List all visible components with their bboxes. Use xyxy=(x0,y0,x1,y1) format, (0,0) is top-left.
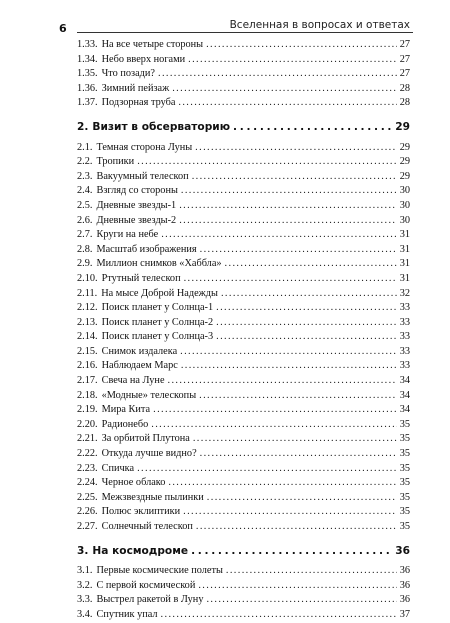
entry-page: 31 xyxy=(399,272,410,284)
entry-title: «Модные» телескопы xyxy=(101,389,197,401)
entry-number: 2.12. xyxy=(77,302,98,314)
toc-entry[interactable] xyxy=(77,520,410,535)
toc-entry[interactable] xyxy=(77,214,410,229)
dot-leader xyxy=(179,199,397,214)
entry-number: 2.8. xyxy=(77,243,93,255)
entry-title: Дневные звезды-1 xyxy=(96,199,177,211)
entry-number: 3.2. xyxy=(77,579,93,591)
entry-page: 35 xyxy=(399,462,410,474)
entry-number: 1.35. xyxy=(77,68,98,80)
toc-entry[interactable] xyxy=(77,184,410,199)
chapter-heading-3[interactable] xyxy=(77,544,410,559)
toc-entry[interactable] xyxy=(77,67,410,82)
entry-number: 2.10. xyxy=(77,272,98,284)
entry-page: 33 xyxy=(399,331,410,343)
dot-leader xyxy=(179,214,397,229)
entry-number: 2.7. xyxy=(77,229,93,241)
dot-leader xyxy=(168,374,397,389)
entry-page: 31 xyxy=(399,258,410,270)
entry-title: Вакуумный телескоп xyxy=(96,170,189,182)
entry-page: 35 xyxy=(399,433,410,445)
chapter-page: 36 xyxy=(395,544,410,557)
toc-entry[interactable] xyxy=(77,462,410,477)
entry-number: 3.4. xyxy=(77,608,93,620)
entry-page: 36 xyxy=(399,565,410,577)
entry-page: 28 xyxy=(399,97,410,109)
entry-number: 2.2. xyxy=(77,156,93,168)
dot-leader xyxy=(191,544,392,559)
entry-page: 37 xyxy=(399,608,410,620)
toc-entry[interactable] xyxy=(77,608,410,623)
toc-entry[interactable] xyxy=(77,287,410,302)
toc-entry[interactable] xyxy=(77,301,410,316)
dot-leader xyxy=(199,389,397,404)
entry-page: 34 xyxy=(399,404,410,416)
entry-page: 32 xyxy=(399,287,410,299)
entry-title: Темная сторона Луны xyxy=(96,141,193,153)
toc-entry[interactable] xyxy=(77,316,410,331)
entry-page: 36 xyxy=(399,594,410,606)
chapter-number: 2. xyxy=(77,120,89,133)
entry-page: 33 xyxy=(399,316,410,328)
toc-entry[interactable] xyxy=(77,96,410,111)
dot-leader xyxy=(206,38,397,53)
entry-number: 2.13. xyxy=(77,316,98,328)
chapter-heading-2[interactable] xyxy=(77,120,410,135)
entry-number: 3.1. xyxy=(77,565,93,577)
dot-leader xyxy=(181,359,397,374)
dot-leader xyxy=(195,141,397,156)
toc-entry[interactable] xyxy=(77,330,410,345)
toc-entry[interactable] xyxy=(77,272,410,287)
entry-title: Спутник упал xyxy=(96,608,158,620)
entry-page: 35 xyxy=(399,521,410,532)
toc-entry[interactable] xyxy=(77,199,410,214)
entry-title: Масштаб изображения xyxy=(96,243,197,255)
toc-entry[interactable] xyxy=(77,359,410,374)
entry-title: Круги на небе xyxy=(96,229,159,241)
entry-number: 2.1. xyxy=(77,141,93,153)
dot-leader xyxy=(172,82,396,97)
entry-title: За орбитой Плутона xyxy=(101,433,190,445)
toc-entry[interactable] xyxy=(77,389,410,404)
entry-title: Межзвездные пылинки xyxy=(101,491,204,503)
toc-entry[interactable] xyxy=(77,491,410,506)
dot-leader xyxy=(225,257,397,272)
section-1-list xyxy=(77,38,410,111)
entry-number: 2.5. xyxy=(77,199,93,211)
entry-page: 34 xyxy=(399,389,410,401)
entry-number: 2.17. xyxy=(77,375,98,387)
dot-leader xyxy=(216,301,397,316)
entry-number: 2.19. xyxy=(77,404,98,416)
entry-title: На все четыре стороны xyxy=(101,39,204,50)
dot-leader xyxy=(161,228,397,243)
dot-leader xyxy=(153,403,397,418)
entry-number: 2.22. xyxy=(77,448,98,460)
toc-entry[interactable] xyxy=(77,38,410,53)
entry-page: 29 xyxy=(399,170,410,182)
entry-page: 27 xyxy=(399,53,410,65)
entry-page: 35 xyxy=(399,448,410,460)
dot-leader xyxy=(200,243,397,258)
toc-entry[interactable] xyxy=(77,257,410,272)
toc-entry[interactable] xyxy=(77,345,410,360)
dot-leader xyxy=(196,520,397,535)
entry-title: Дневные звезды-2 xyxy=(96,214,177,226)
entry-number: 2.15. xyxy=(77,345,98,357)
entry-title: Снимок издалека xyxy=(101,345,178,357)
entry-page: 27 xyxy=(399,68,410,80)
entry-number: 1.36. xyxy=(77,82,98,94)
entry-title: Наблюдаем Марс xyxy=(101,360,178,372)
entry-title: Радионебо xyxy=(101,418,149,430)
toc-entry[interactable] xyxy=(77,593,410,608)
dot-leader xyxy=(216,316,397,331)
dot-leader xyxy=(198,579,396,594)
entry-title: Что позади? xyxy=(101,68,155,80)
entry-page: 30 xyxy=(399,214,410,226)
entry-title: Мира Кита xyxy=(101,404,151,416)
dot-leader xyxy=(226,564,397,579)
entry-number: 2.6. xyxy=(77,214,93,226)
entry-number: 2.11. xyxy=(77,287,98,299)
entry-number: 2.20. xyxy=(77,418,98,430)
entry-title: Солнечный телескоп xyxy=(101,521,193,532)
entry-page: 36 xyxy=(399,579,410,591)
entry-number: 2.23. xyxy=(77,462,98,474)
section-2-list xyxy=(77,141,410,535)
entry-title: Тропики xyxy=(96,156,135,168)
toc-entry[interactable] xyxy=(77,53,410,68)
entry-number: 2.14. xyxy=(77,331,98,343)
entry-title: Зимний пейзаж xyxy=(101,82,170,94)
entry-page: 31 xyxy=(399,243,410,255)
page-number: 6 xyxy=(59,22,67,35)
chapter-page: 29 xyxy=(395,120,410,133)
toc-entry[interactable] xyxy=(77,155,410,170)
entry-title: Поиск планет у Солнца-1 xyxy=(101,302,214,314)
toc-entry[interactable] xyxy=(77,403,410,418)
entry-page: 27 xyxy=(399,39,410,50)
toc-entry[interactable] xyxy=(77,476,410,491)
toc-entry[interactable] xyxy=(77,579,410,594)
dot-leader xyxy=(206,593,396,608)
entry-page: 35 xyxy=(399,506,410,518)
toc-entry[interactable] xyxy=(77,374,410,389)
toc-entry[interactable] xyxy=(77,505,410,520)
entry-title: Свеча на Луне xyxy=(101,375,165,387)
dot-leader xyxy=(221,287,397,302)
dot-leader xyxy=(137,155,397,170)
dot-leader xyxy=(158,67,397,82)
entry-title: Взгляд со стороны xyxy=(96,185,178,197)
entry-title: Выстрел ракетой в Луну xyxy=(96,594,204,606)
entry-page: 30 xyxy=(399,199,410,211)
chapter-title: На космодроме xyxy=(92,544,189,557)
entry-title: Ртутный телескоп xyxy=(101,272,181,284)
header-rule xyxy=(77,32,413,33)
entry-number: 2.18. xyxy=(77,389,98,401)
dot-leader xyxy=(192,170,397,185)
entry-number: 2.4. xyxy=(77,185,93,197)
entry-number: 1.34. xyxy=(77,53,98,65)
entry-title: Миллион снимков «Хаббла» xyxy=(96,258,222,270)
dot-leader xyxy=(151,418,396,433)
dot-leader xyxy=(193,432,397,447)
entry-number: 1.37. xyxy=(77,97,98,109)
dot-leader xyxy=(184,272,397,287)
toc-entry[interactable] xyxy=(77,447,410,462)
dot-leader xyxy=(137,462,397,477)
dot-leader xyxy=(161,608,397,623)
entry-page: 29 xyxy=(399,156,410,168)
dot-leader xyxy=(207,491,397,506)
entry-page: 35 xyxy=(399,418,410,430)
entry-page: 28 xyxy=(399,82,410,94)
toc-entry[interactable] xyxy=(77,141,410,156)
entry-title: Откуда лучше видно? xyxy=(101,448,197,460)
entry-number: 1.33. xyxy=(77,39,98,50)
entry-page: 30 xyxy=(399,185,410,197)
toc-entry[interactable] xyxy=(77,228,410,243)
entry-number: 2.3. xyxy=(77,170,93,182)
running-title: Вселенная в вопросах и ответах xyxy=(229,19,410,31)
entry-number: 2.24. xyxy=(77,477,98,489)
dot-leader xyxy=(183,505,397,520)
entry-number: 2.9. xyxy=(77,258,93,270)
toc-entry[interactable] xyxy=(77,432,410,447)
toc-entry[interactable] xyxy=(77,243,410,258)
dot-leader xyxy=(180,345,397,360)
entry-title: Черное облако xyxy=(101,477,166,489)
entry-title: Поиск планет у Солнца-2 xyxy=(101,316,214,328)
dot-leader xyxy=(233,120,392,135)
chapter-number: 3. xyxy=(77,544,89,557)
entry-number: 2.21. xyxy=(77,433,98,445)
entry-title: С первой космической xyxy=(96,579,196,591)
dot-leader xyxy=(168,476,396,491)
dot-leader xyxy=(188,53,397,68)
entry-title: Спичка xyxy=(101,462,135,474)
toc-entry[interactable] xyxy=(77,170,410,185)
dot-leader xyxy=(178,96,396,111)
entry-page: 33 xyxy=(399,345,410,357)
entry-page: 29 xyxy=(399,141,410,153)
entry-title: Подзорная труба xyxy=(101,97,176,109)
entry-page: 33 xyxy=(399,302,410,314)
toc-entry[interactable] xyxy=(77,564,410,579)
dot-leader xyxy=(216,330,397,345)
section-3-list xyxy=(77,564,410,622)
entry-title: Небо вверх ногами xyxy=(101,53,186,65)
entry-title: Полюс эклиптики xyxy=(101,506,181,518)
entry-number: 2.25. xyxy=(77,491,98,503)
entry-number: 2.27. xyxy=(77,521,98,532)
table-of-contents xyxy=(77,38,410,623)
entry-number: 3.3. xyxy=(77,594,93,606)
entry-page: 31 xyxy=(399,229,410,241)
entry-page: 33 xyxy=(399,360,410,372)
entry-page: 35 xyxy=(399,491,410,503)
entry-title: Первые космические полеты xyxy=(96,565,223,577)
entry-page: 34 xyxy=(399,375,410,387)
entry-number: 2.16. xyxy=(77,360,98,372)
dot-leader xyxy=(181,184,397,199)
toc-entry[interactable] xyxy=(77,82,410,97)
chapter-title: Визит в обсерваторию xyxy=(92,120,231,133)
entry-title: На мысе Доброй Надежды xyxy=(101,287,218,299)
entry-title: Поиск планет у Солнца-3 xyxy=(101,331,214,343)
toc-entry[interactable] xyxy=(77,418,410,433)
dot-leader xyxy=(200,447,397,462)
entry-number: 2.26. xyxy=(77,506,98,518)
entry-page: 35 xyxy=(399,477,410,489)
